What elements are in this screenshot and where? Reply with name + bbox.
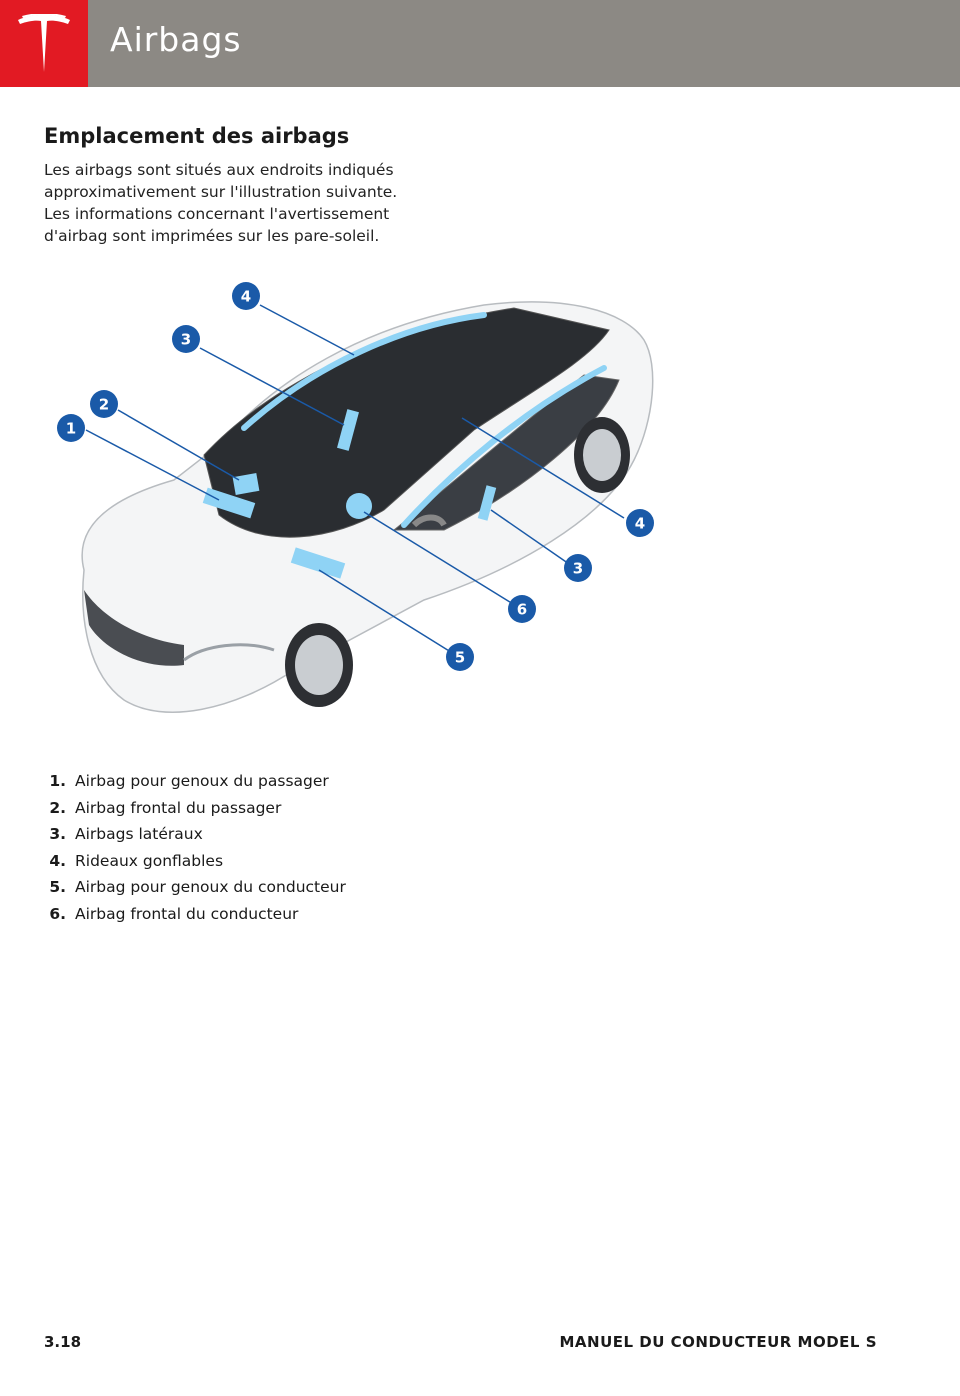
airbag-locations-illustration: [44, 270, 694, 735]
callout-3: [564, 554, 592, 582]
legend-label: Airbag frontal du conducteur: [75, 904, 299, 923]
legend-number: 5.: [49, 878, 66, 897]
callout-label: 4: [634, 514, 646, 533]
callout-label: 4: [240, 287, 252, 306]
legend-number: 2.: [49, 798, 66, 817]
manual-title: MANUEL DU CONDUCTEUR MODEL S: [559, 1333, 877, 1351]
legend-label: Rideaux gonflables: [75, 851, 224, 870]
legend-item: [44, 772, 524, 799]
legend-label: Airbag frontal du passager: [75, 798, 282, 817]
legend-item: [44, 852, 524, 879]
callout-6: [508, 595, 536, 623]
legend-number: 3.: [49, 825, 66, 844]
legend-label: Airbag pour genoux du conducteur: [75, 878, 346, 897]
page-header: [0, 0, 960, 87]
legend-number: 1.: [49, 772, 66, 790]
intro-paragraph: Les informations concernant l'avertissement d'airbag sont imprimées sur les pare-soleil.: [44, 205, 390, 245]
legend-item: [44, 905, 524, 932]
legend-item: [44, 878, 524, 905]
callout-label: 2: [98, 395, 110, 414]
section-heading: Emplacement des airbags: [44, 124, 350, 148]
airbag-legend: [44, 772, 524, 932]
callout-4: [626, 509, 654, 537]
legend-label: Airbags latéraux: [75, 825, 203, 844]
tesla-logo-icon: [16, 14, 72, 74]
intro-paragraph: Les airbags sont situés aux endroits indiqués approximativement sur l'illustration suivante.: [44, 161, 398, 201]
callout-4: [232, 282, 260, 310]
legend-number: 6.: [49, 904, 66, 923]
callout-label: 1: [65, 419, 77, 438]
legend-item: [44, 799, 524, 826]
callout-5: [446, 643, 474, 671]
legend-number: 4.: [49, 851, 66, 870]
callout-label: 6: [516, 600, 528, 619]
callout-1: [57, 414, 85, 442]
page-number: 3.18: [44, 1333, 82, 1351]
callout-label: 3: [572, 559, 584, 578]
callout-2: [90, 390, 118, 418]
chapter-title: Airbags: [110, 20, 242, 59]
intro-text: [44, 159, 444, 247]
legend-label: Airbag pour genoux du passager: [75, 772, 329, 790]
callout-label: 3: [180, 330, 192, 349]
brand-logo: [0, 0, 88, 87]
legend-item: [44, 825, 524, 852]
callout-label: 5: [454, 648, 466, 667]
callout-3: [172, 325, 200, 353]
